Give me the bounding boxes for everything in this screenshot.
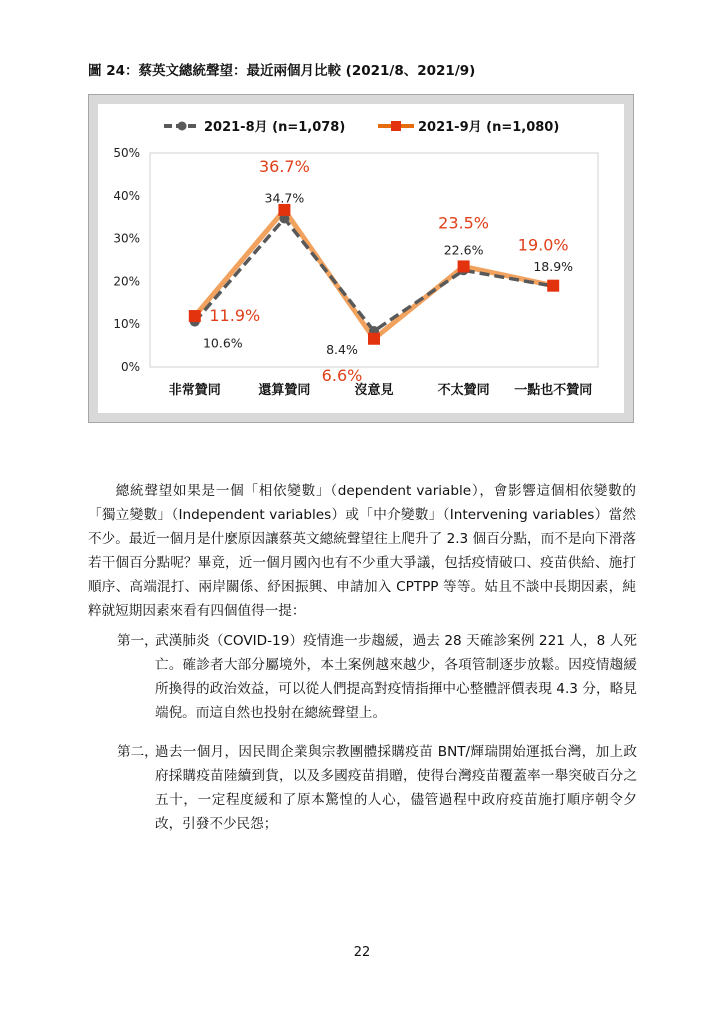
- data-label-2021-9: 11.9%: [209, 306, 261, 326]
- y-tick-label: 30%: [113, 231, 140, 246]
- body-paragraph-text: 總統聲望如果是一個「相依變數」（dependent variable），會影響這個相依變數的「獨立變數」（Independent variables）或「中介變數」（Intervening variables）當然不少。最近一個月是什麼原因讓蔡英文總統聲望往上爬升了 2.3 個百分點，而不是向下滑落若干個百分點呢？畢竟，近一個月國內也有不少重大爭議，包括疫情破口、疫苗供給、施打順序、高端混打、兩岸關係、紓困振興、申請加入 CPTPP 等等。姑且不談中長期因素，純粹就短期因素來看有四個值得一提：: [88, 483, 636, 619]
- list-item-label: 第一，: [117, 633, 158, 649]
- page-number: 22: [353, 945, 371, 960]
- y-tick-label: 10%: [113, 317, 140, 332]
- x-category-label: 非常贊同: [168, 383, 221, 398]
- x-category-label: 一點也不贊同: [514, 383, 593, 398]
- data-label-2021-9: 19.0%: [517, 235, 569, 255]
- list-item-1: [117, 629, 637, 725]
- data-label-2021-9: 36.7%: [258, 156, 310, 176]
- x-category-label: 還算贊同: [258, 383, 311, 398]
- list-item-text: 武漢肺炎（COVID-19）疫情進一步趨緩，過去 28 天確診案例 221 人，8 人死亡。確診者大部分屬境外，本土案例越來越少，各項管制逐步放鬆。因疫情趨緩所換得的政治效益，可以從人們提高對疫情指揮中心整體評價表現 4.3 分，略見端倪。而這自然也投射在總統聲望上。: [155, 633, 637, 721]
- y-tick-label: 50%: [113, 146, 140, 160]
- line-chart: [98, 104, 624, 413]
- y-tick-label: 20%: [113, 274, 140, 289]
- point-2021-9: [458, 260, 470, 272]
- data-label-2021-8: 34.7%: [264, 190, 305, 206]
- y-tick-label: 40%: [113, 188, 140, 203]
- data-label-2021-9: 23.5%: [438, 213, 490, 233]
- chart-area: [98, 104, 624, 413]
- legend-label: 2021-8月 (n=1,078): [204, 120, 346, 135]
- x-category-label: 沒意見: [354, 383, 394, 398]
- list-item-label: 第二，: [117, 744, 158, 760]
- chart-frame: [88, 94, 634, 423]
- point-2021-9: [278, 204, 290, 216]
- list-item-text: 過去一個月，因民間企業與宗教團體採購疫苗 BNT/輝瑞開始運抵台灣，加上政府採購疫苗陸續到貨，以及多國疫苗捐贈，使得台灣疫苗覆蓋率一舉突破百分之五十，一定程度緩和了原本驚惶的人心，儘管過程中政府疫苗施打順序朝令夕改，引發不少民怨；: [155, 744, 637, 832]
- list-item-2: [117, 740, 637, 836]
- point-2021-9: [368, 333, 380, 345]
- body-paragraph: [88, 479, 636, 623]
- legend-label: 2021-9月 (n=1,080): [418, 120, 560, 135]
- data-label-2021-8: 10.6%: [202, 335, 243, 351]
- data-label-2021-8: 8.4%: [326, 342, 358, 358]
- y-tick-label: 0%: [120, 360, 140, 374]
- data-label-2021-9: 6.6%: [321, 365, 363, 385]
- data-label-2021-8: 18.9%: [533, 259, 574, 275]
- x-category-label: 不太贊同: [437, 383, 490, 398]
- legend-marker-square: [391, 121, 401, 131]
- point-2021-9: [547, 280, 559, 292]
- figure-caption: 圖 24：蔡英文總統聲望：最近兩個月比較 (2021/8、2021/9): [88, 63, 476, 79]
- point-2021-9: [189, 310, 201, 322]
- data-label-2021-8: 22.6%: [443, 242, 484, 258]
- legend-marker-circle: [178, 122, 187, 131]
